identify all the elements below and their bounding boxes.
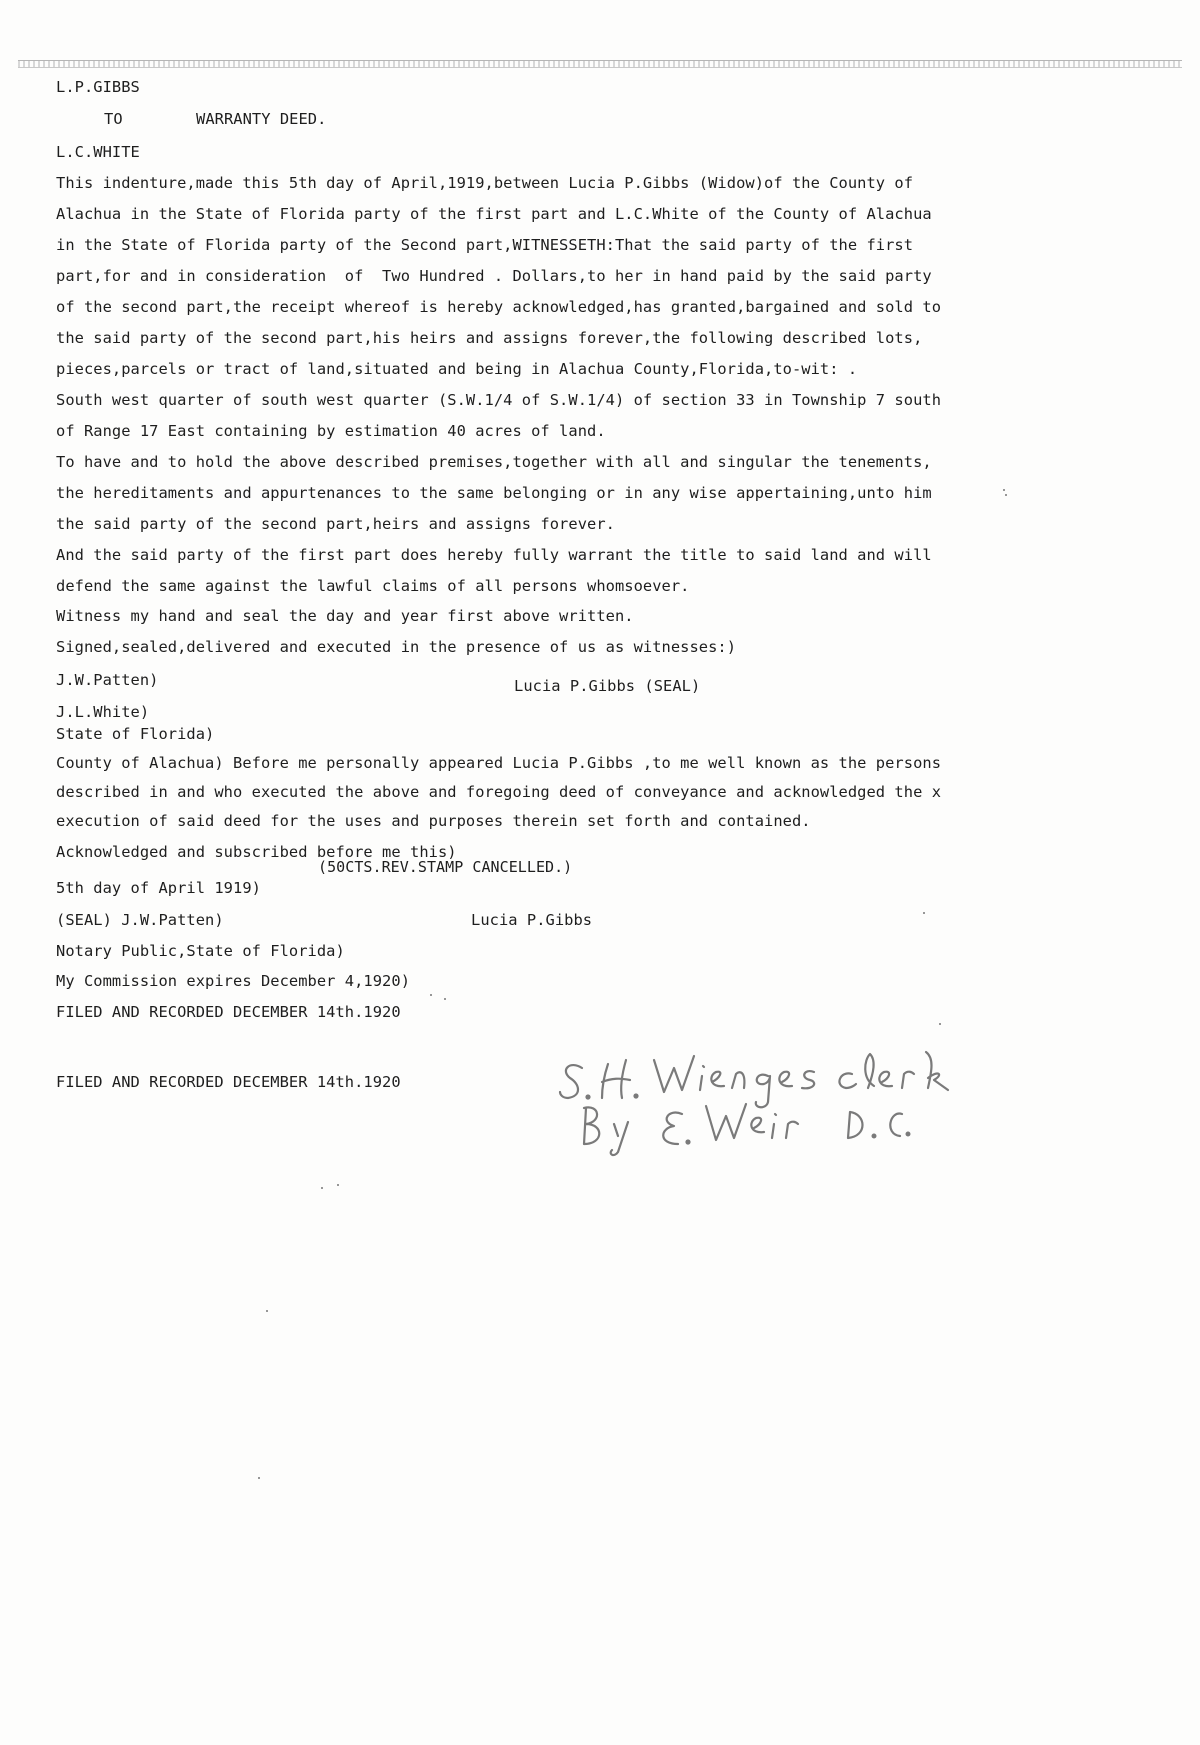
venue-state: State of Florida) — [56, 725, 215, 743]
witness-name: J.L.White) — [56, 703, 150, 721]
scan-speck — [1005, 494, 1007, 496]
body-line: part,for and in consideration of Two Hundred . Dollars,to her in hand paid by the said party — [56, 267, 932, 285]
body-line: the said party of the second part,his heirs and assigns forever,the following described lots, — [56, 329, 923, 347]
property-description: of Range 17 East containing by estimation 40 acres of land. — [56, 422, 606, 440]
acknowledgment-line: execution of said deed for the uses and purposes therein set forth and contained. — [56, 812, 811, 830]
grantor-signature-seal: Lucia P.Gibbs (SEAL) — [514, 677, 701, 695]
warranty-line: defend the same against the lawful claims of all persons whomsoever. — [56, 577, 690, 595]
body-line: pieces,parcels or tract of land,situated and being in Alachua County,Florida,to-wit: . — [56, 360, 858, 378]
notary-seal-name: (SEAL) J.W.Patten) — [56, 911, 224, 929]
filed-and-recorded: FILED AND RECORDED DECEMBER 14th.1920 — [56, 1003, 401, 1021]
habendum-line: To have and to hold the above described premises,together with all and singular the tenements, — [56, 453, 932, 471]
scan-speck — [337, 1184, 339, 1186]
document-title: WARRANTY DEED. — [196, 110, 327, 128]
notary-title: Notary Public,State of Florida) — [56, 942, 345, 960]
body-line: of the second part,the receipt whereof is hereby acknowledged,has granted,bargained and sold to — [56, 298, 942, 316]
scan-speck — [321, 1187, 323, 1189]
revenue-stamp-note: (50CTS.REV.STAMP CANCELLED.) — [318, 858, 573, 876]
scan-speck — [430, 994, 432, 996]
execution-clause: Signed,sealed,delivered and executed in the presence of us as witnesses:) — [56, 638, 737, 656]
grantor-name: Lucia P.Gibbs — [471, 911, 593, 929]
grantor-heading: L.P.GIBBS — [56, 78, 140, 96]
grantee-heading: L.C.WHITE — [56, 143, 140, 161]
scan-speck — [923, 912, 925, 914]
body-line: This indenture,made this 5th day of April,1919,between Lucia P.Gibbs (Widow)of the County of — [56, 174, 914, 192]
body-line: in the State of Florida party of the Second part,WITNESSETH:That the said party of the first — [56, 236, 914, 254]
warranty-line: And the said party of the first part does hereby fully warrant the title to said land and will — [56, 546, 932, 564]
property-description: South west quarter of south west quarter (S.W.1/4 of S.W.1/4) of section 33 in Township 7 south — [56, 391, 942, 409]
witness-name: J.W.Patten) — [56, 671, 159, 689]
clerk-signature — [556, 1040, 996, 1160]
acknowledgment-line: described in and who executed the above and foregoing deed of conveyance and acknowledged the x — [56, 783, 942, 801]
scan-speck — [444, 998, 446, 1000]
body-line: Alachua in the State of Florida party of the first part and L.C.White of the County of Alachua — [56, 205, 932, 223]
subscribed-line: Acknowledged and subscribed before me this) — [56, 843, 457, 861]
acknowledgment-line: County of Alachua) Before me personally appeared Lucia P.Gibbs ,to me well known as the persons — [56, 754, 942, 772]
scan-speck — [258, 1477, 260, 1479]
scan-speck — [939, 1023, 941, 1025]
scan-speck — [266, 1310, 268, 1312]
acknowledgment-date: 5th day of April 1919) — [56, 879, 261, 897]
habendum-line: the hereditaments and appurtenances to the same belonging or in any wise appertaining,unto him — [56, 484, 932, 502]
commission-expiry: My Commission expires December 4,1920) — [56, 972, 411, 990]
top-border-rule — [18, 60, 1182, 68]
witness-clause: Witness my hand and seal the day and year first above written. — [56, 607, 634, 625]
habendum-line: the said party of the second part,heirs and assigns forever. — [56, 515, 615, 533]
filed-recorded: FILED AND RECORDED DECEMBER 14th.1920 — [56, 1073, 401, 1091]
scan-speck — [1003, 489, 1005, 491]
to-label: TO — [104, 110, 123, 128]
